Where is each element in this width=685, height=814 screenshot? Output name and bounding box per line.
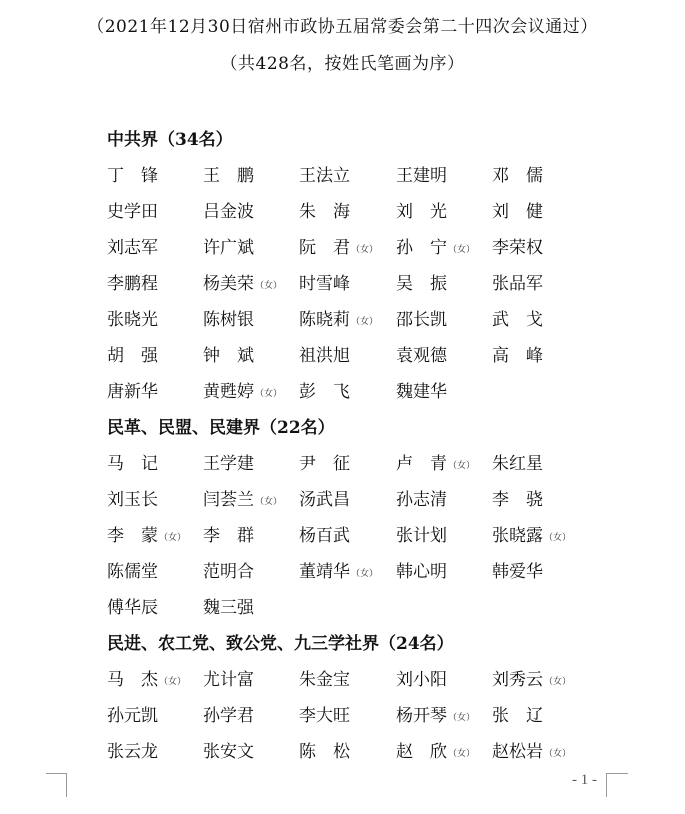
member-name <box>299 194 350 230</box>
member-name-text: 杨美荣 <box>203 274 254 294</box>
member-name <box>203 734 254 770</box>
member-name-text: 张安文 <box>203 742 254 762</box>
female-note-text: 女 <box>457 461 467 471</box>
member-name-text: 张计划 <box>396 526 447 546</box>
member-name <box>396 446 475 482</box>
member-name <box>203 194 254 230</box>
female-note: （女） <box>159 677 187 687</box>
member-name-text: 赵松岩 <box>492 742 543 762</box>
member-name <box>107 194 158 230</box>
member-name-text: 朱 海 <box>299 202 350 222</box>
member-name <box>203 338 254 374</box>
member-name <box>299 554 378 590</box>
member-name <box>299 698 350 734</box>
member-name-text: 尤计富 <box>203 670 254 690</box>
member-name-text: 李荣权 <box>492 238 543 258</box>
member-name-text: 许广斌 <box>203 238 254 258</box>
female-note: （女） <box>544 533 572 543</box>
member-name-text: 李鹏程 <box>107 274 158 294</box>
member-name <box>492 446 543 482</box>
member-name-text: 范明合 <box>203 562 254 582</box>
member-name <box>107 590 158 626</box>
female-note-text: 女 <box>264 281 274 291</box>
member-name-text: 王 鹏 <box>203 166 254 186</box>
member-list <box>107 122 607 770</box>
female-note-text: 女 <box>264 497 274 507</box>
member-name-text: 杨开琴 <box>396 706 447 726</box>
member-name <box>396 482 447 518</box>
female-note-text: 女 <box>168 533 178 543</box>
female-note-text: 女 <box>457 713 467 723</box>
female-note: （女） <box>448 713 476 723</box>
member-name-text: 王法立 <box>299 166 350 186</box>
member-name-text: 闫荟兰 <box>203 490 254 510</box>
female-note: （女） <box>544 749 572 759</box>
member-name <box>107 374 158 410</box>
member-name-text: 丁 锋 <box>107 166 158 186</box>
member-name-text: 胡 强 <box>107 346 158 366</box>
member-name-text: 张品军 <box>492 274 543 294</box>
member-name <box>396 158 447 194</box>
member-name <box>299 374 350 410</box>
member-name <box>492 518 571 554</box>
member-name-text: 董靖华 <box>299 562 350 582</box>
member-name <box>299 302 378 338</box>
member-name-text: 李 骁 <box>492 490 543 510</box>
member-name <box>203 662 254 698</box>
member-name <box>203 266 282 302</box>
female-note: （女） <box>448 245 476 255</box>
member-name-text: 魏建华 <box>396 382 447 402</box>
member-name <box>107 446 158 482</box>
member-name-text: 魏三强 <box>203 598 254 618</box>
name-row <box>107 446 607 482</box>
member-name <box>203 158 254 194</box>
female-note: （女） <box>448 749 476 759</box>
member-name <box>107 302 158 338</box>
member-name <box>107 482 158 518</box>
member-name-text: 马 记 <box>107 454 158 474</box>
female-note-text: 女 <box>553 533 563 543</box>
member-name <box>492 338 543 374</box>
member-name-text: 唐新华 <box>107 382 158 402</box>
name-row <box>107 302 607 338</box>
female-note: （女） <box>351 569 379 579</box>
female-note: （女） <box>159 533 187 543</box>
member-name <box>203 482 282 518</box>
member-name <box>299 338 350 374</box>
female-note: （女） <box>255 389 283 399</box>
member-name <box>492 662 571 698</box>
name-row <box>107 590 607 626</box>
document-header-date: （2021年12月30日宿州市政协五届常委会第二十四次会议通过） <box>87 17 598 37</box>
section-title: 民革、民盟、民建界（22名） <box>107 418 335 438</box>
name-row <box>107 662 607 698</box>
member-name-text: 张云龙 <box>107 742 158 762</box>
member-name-text: 孙 宁 <box>396 238 447 258</box>
female-note-text: 女 <box>360 569 370 579</box>
member-name-text: 刘秀云 <box>492 670 543 690</box>
member-name <box>492 734 571 770</box>
page-corner-mark-left-vertical <box>66 773 67 797</box>
member-name-text: 孙志清 <box>396 490 447 510</box>
female-note: （女） <box>351 317 379 327</box>
name-row <box>107 158 607 194</box>
member-name-text: 黄甦婷 <box>203 382 254 402</box>
female-note-text: 女 <box>553 677 563 687</box>
female-note-text: 女 <box>360 245 370 255</box>
member-name <box>492 482 543 518</box>
member-name-text: 钟 斌 <box>203 346 254 366</box>
member-name <box>107 734 158 770</box>
member-name-text: 王学建 <box>203 454 254 474</box>
member-name <box>396 662 447 698</box>
member-name <box>203 518 254 554</box>
member-name-text: 祖洪旭 <box>299 346 350 366</box>
member-name <box>107 266 158 302</box>
female-note-text: 女 <box>457 245 467 255</box>
name-row <box>107 554 607 590</box>
member-name <box>396 734 475 770</box>
female-note: （女） <box>351 245 379 255</box>
name-row <box>107 194 607 230</box>
member-name <box>107 662 186 698</box>
section-title: 中共界（34名） <box>107 130 233 150</box>
member-name <box>203 302 254 338</box>
member-name <box>299 446 350 482</box>
member-name <box>107 158 158 194</box>
page-corner-mark-right-vertical <box>606 773 607 797</box>
name-row <box>107 698 607 734</box>
page-corner-mark-right <box>606 773 628 774</box>
member-name-text: 彭 飞 <box>299 382 350 402</box>
female-note: （女） <box>255 281 283 291</box>
member-name <box>107 698 158 734</box>
member-name-text: 张晓露 <box>492 526 543 546</box>
member-name-text: 韩心明 <box>396 562 447 582</box>
member-name <box>396 266 447 302</box>
name-row <box>107 338 607 374</box>
member-name-text: 阮 君 <box>299 238 350 258</box>
member-name-text: 韩爱华 <box>492 562 543 582</box>
member-name <box>396 698 475 734</box>
member-name-text: 陈树银 <box>203 310 254 330</box>
member-name <box>492 194 543 230</box>
female-note-text: 女 <box>264 389 274 399</box>
female-note-text: 女 <box>553 749 563 759</box>
member-name <box>299 482 350 518</box>
section-title: 民进、农工党、致公党、九三学社界（24名） <box>107 634 454 654</box>
member-name-text: 武 戈 <box>492 310 543 330</box>
member-name <box>203 230 254 266</box>
member-name-text: 时雪峰 <box>299 274 350 294</box>
member-name-text: 傅华辰 <box>107 598 158 618</box>
member-name-text: 尹 征 <box>299 454 350 474</box>
member-name <box>396 302 447 338</box>
member-name-text: 朱红星 <box>492 454 543 474</box>
name-row <box>107 230 607 266</box>
member-name <box>203 554 254 590</box>
member-name <box>107 518 186 554</box>
member-name <box>492 698 543 734</box>
member-name-text: 李 群 <box>203 526 254 546</box>
name-row <box>107 266 607 302</box>
member-name <box>396 194 447 230</box>
member-name-text: 张 辽 <box>492 706 543 726</box>
member-name <box>299 158 350 194</box>
member-name-text: 张晓光 <box>107 310 158 330</box>
member-name-text: 赵 欣 <box>396 742 447 762</box>
member-name <box>203 590 254 626</box>
member-name-text: 刘 光 <box>396 202 447 222</box>
member-name <box>492 266 543 302</box>
member-name <box>107 338 158 374</box>
member-name-text: 朱金宝 <box>299 670 350 690</box>
member-name <box>396 338 447 374</box>
name-row <box>107 734 607 770</box>
member-name <box>299 662 350 698</box>
member-name <box>396 554 447 590</box>
document-header-count: （共428名，按姓氏笔画为序） <box>220 54 465 74</box>
member-name-text: 卢 青 <box>396 454 447 474</box>
member-name <box>203 374 282 410</box>
member-name-text: 李大旺 <box>299 706 350 726</box>
member-name <box>107 230 158 266</box>
female-note: （女） <box>448 461 476 471</box>
female-note-text: 女 <box>168 677 178 687</box>
member-name-text: 杨百武 <box>299 526 350 546</box>
member-name-text: 袁观德 <box>396 346 447 366</box>
female-note: （女） <box>544 677 572 687</box>
member-name-text: 刘小阳 <box>396 670 447 690</box>
member-name-text: 邓 儒 <box>492 166 543 186</box>
member-name <box>299 266 350 302</box>
member-name-text: 吴 振 <box>396 274 447 294</box>
member-name <box>492 554 543 590</box>
member-name <box>299 518 350 554</box>
member-name-text: 陈 松 <box>299 742 350 762</box>
member-name <box>299 230 378 266</box>
member-name <box>492 158 543 194</box>
page-corner-mark-left <box>46 773 66 794</box>
member-name-text: 孙元凯 <box>107 706 158 726</box>
member-name-text: 孙学君 <box>203 706 254 726</box>
member-name <box>203 698 254 734</box>
member-name-text: 邵长凯 <box>396 310 447 330</box>
member-name <box>396 374 447 410</box>
page-number: - 1 - <box>572 772 597 788</box>
name-row <box>107 482 607 518</box>
member-name-text: 高 峰 <box>492 346 543 366</box>
female-note: （女） <box>255 497 283 507</box>
member-name-text: 马 杰 <box>107 670 158 690</box>
member-name <box>396 518 447 554</box>
member-name <box>203 446 254 482</box>
member-name-text: 陈儒堂 <box>107 562 158 582</box>
name-row <box>107 374 607 410</box>
member-name-text: 刘志军 <box>107 238 158 258</box>
member-name-text: 刘 健 <box>492 202 543 222</box>
member-name <box>492 302 543 338</box>
member-name-text: 刘玉长 <box>107 490 158 510</box>
member-name-text: 汤武昌 <box>299 490 350 510</box>
female-note-text: 女 <box>360 317 370 327</box>
member-name-text: 吕金波 <box>203 202 254 222</box>
name-row <box>107 518 607 554</box>
member-name <box>107 554 158 590</box>
member-name-text: 李 蒙 <box>107 526 158 546</box>
member-name-text: 陈晓莉 <box>299 310 350 330</box>
member-name <box>492 230 543 266</box>
female-note-text: 女 <box>457 749 467 759</box>
member-name-text: 王建明 <box>396 166 447 186</box>
member-name <box>299 734 350 770</box>
member-name <box>396 230 475 266</box>
member-name-text: 史学田 <box>107 202 158 222</box>
